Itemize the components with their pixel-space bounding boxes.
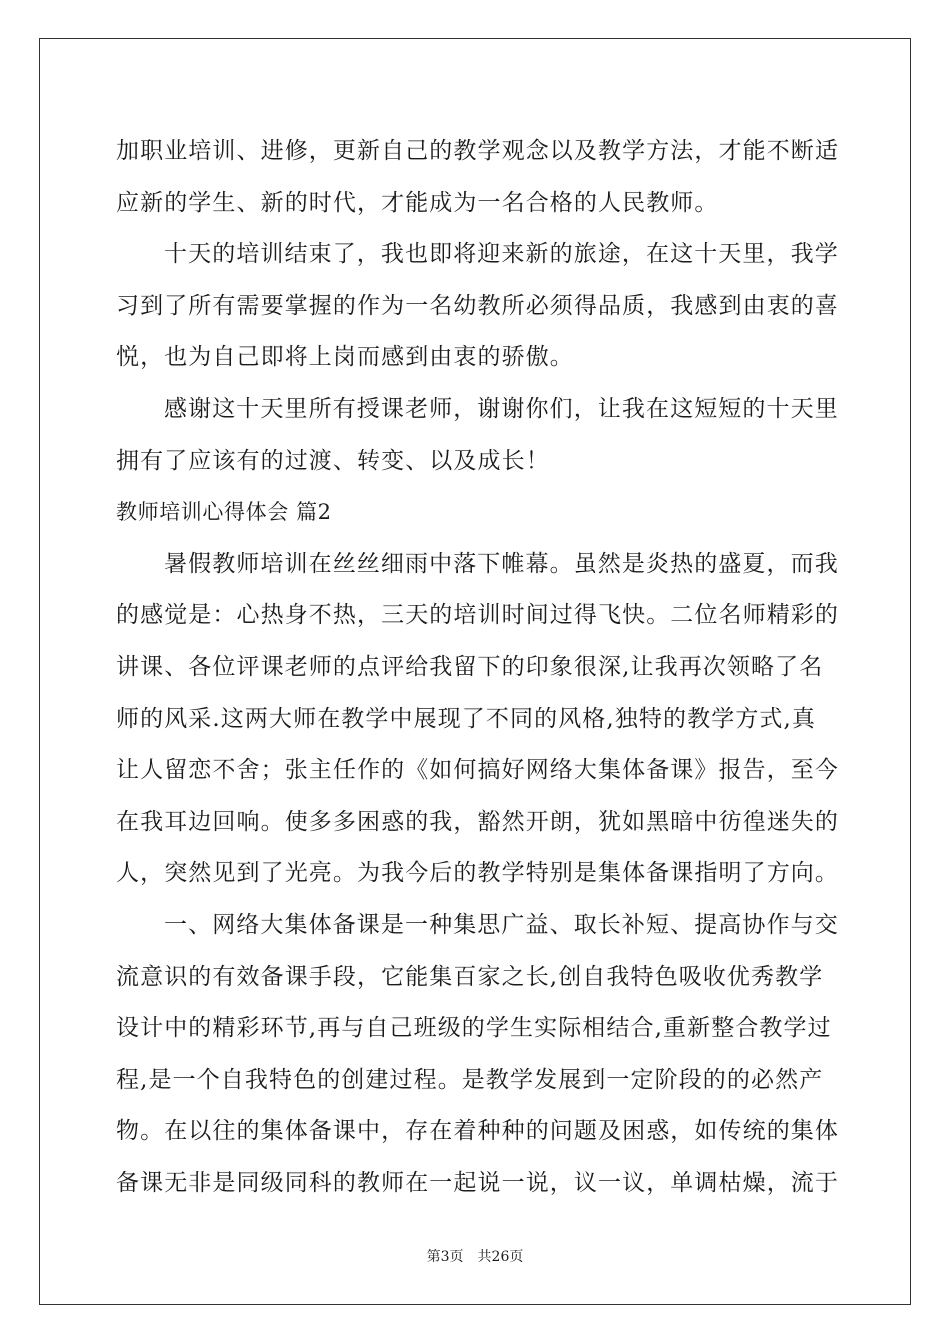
text-line: 在我耳边回响。使多多困惑的我，豁然开朗，犹如黑暗中彷徨迷失的 — [116, 808, 839, 835]
paragraph-start-line: 暑假教师培训在丝丝细雨中落下帷幕。虽然是炎热的盛夏，而我 — [164, 550, 839, 577]
text-line: 备课无非是同级同科的教师在一起说一说，议一议，单调枯燥，流于 — [116, 1169, 839, 1196]
section-heading: 教师培训心得体会 篇2 — [116, 500, 332, 525]
page-footer — [0, 1247, 950, 1267]
document-body — [116, 126, 839, 1209]
current-page-label: 第3页 — [426, 1249, 464, 1265]
text-line: 流意识的有效备课手段，它能集百家之长,创自我特色吸收优秀教学 — [116, 963, 824, 990]
text-line: 设计中的精彩环节,再与自己班级的学生实际相结合,重新整合教学过 — [116, 1015, 832, 1042]
text-line: 拥有了应该有的过渡、转变、以及成长！ — [116, 447, 550, 474]
text-line: 的感觉是：心热身不热，三天的培训时间过得飞快。二位名师精彩的 — [116, 602, 839, 629]
text-line: 物。在以往的集体备课中，存在着种种的问题及困惑，如传统的集体 — [116, 1118, 839, 1145]
total-pages-label: 共26页 — [477, 1249, 524, 1265]
text-line: 师的风采.这两大师在教学中展现了不同的风格,独特的教学方式,真 — [116, 705, 817, 732]
text-line: 习到了所有需要掌握的作为一名幼教所必须得品质，我感到由衷的喜 — [116, 292, 839, 319]
paragraph-start-line: 十天的培训结束了，我也即将迎来新的旅途，在这十天里，我学 — [164, 241, 839, 268]
text-line: 悦，也为自己即将上岗而感到由衷的骄傲。 — [116, 344, 574, 371]
paragraph-start-line: 感谢这十天里所有授课老师，谢谢你们，让我在这短短的十天里 — [164, 395, 839, 422]
paragraph-start-line: 一、网络大集体备课是一种集思广益、取长补短、提高协作与交 — [164, 911, 839, 938]
text-line: 加职业培训、进修，更新自己的教学观念以及教学方法，才能不断适 — [116, 138, 839, 164]
text-line: 程,是一个自我特色的创建过程。是教学发展到一定阶段的的必然产 — [116, 1066, 824, 1093]
text-line: 让人留恋不舍；张主任作的《如何搞好网络大集体备课》报告，至今 — [116, 757, 839, 784]
text-line: 人，突然见到了光亮。为我今后的教学特别是集体备课指明了方向。 — [116, 860, 839, 887]
text-line: 讲课、各位评课老师的点评给我留下的印象很深,让我再次领略了名 — [116, 653, 824, 680]
text-line: 应新的学生、新的时代，才能成为一名合格的人民教师。 — [116, 189, 719, 216]
